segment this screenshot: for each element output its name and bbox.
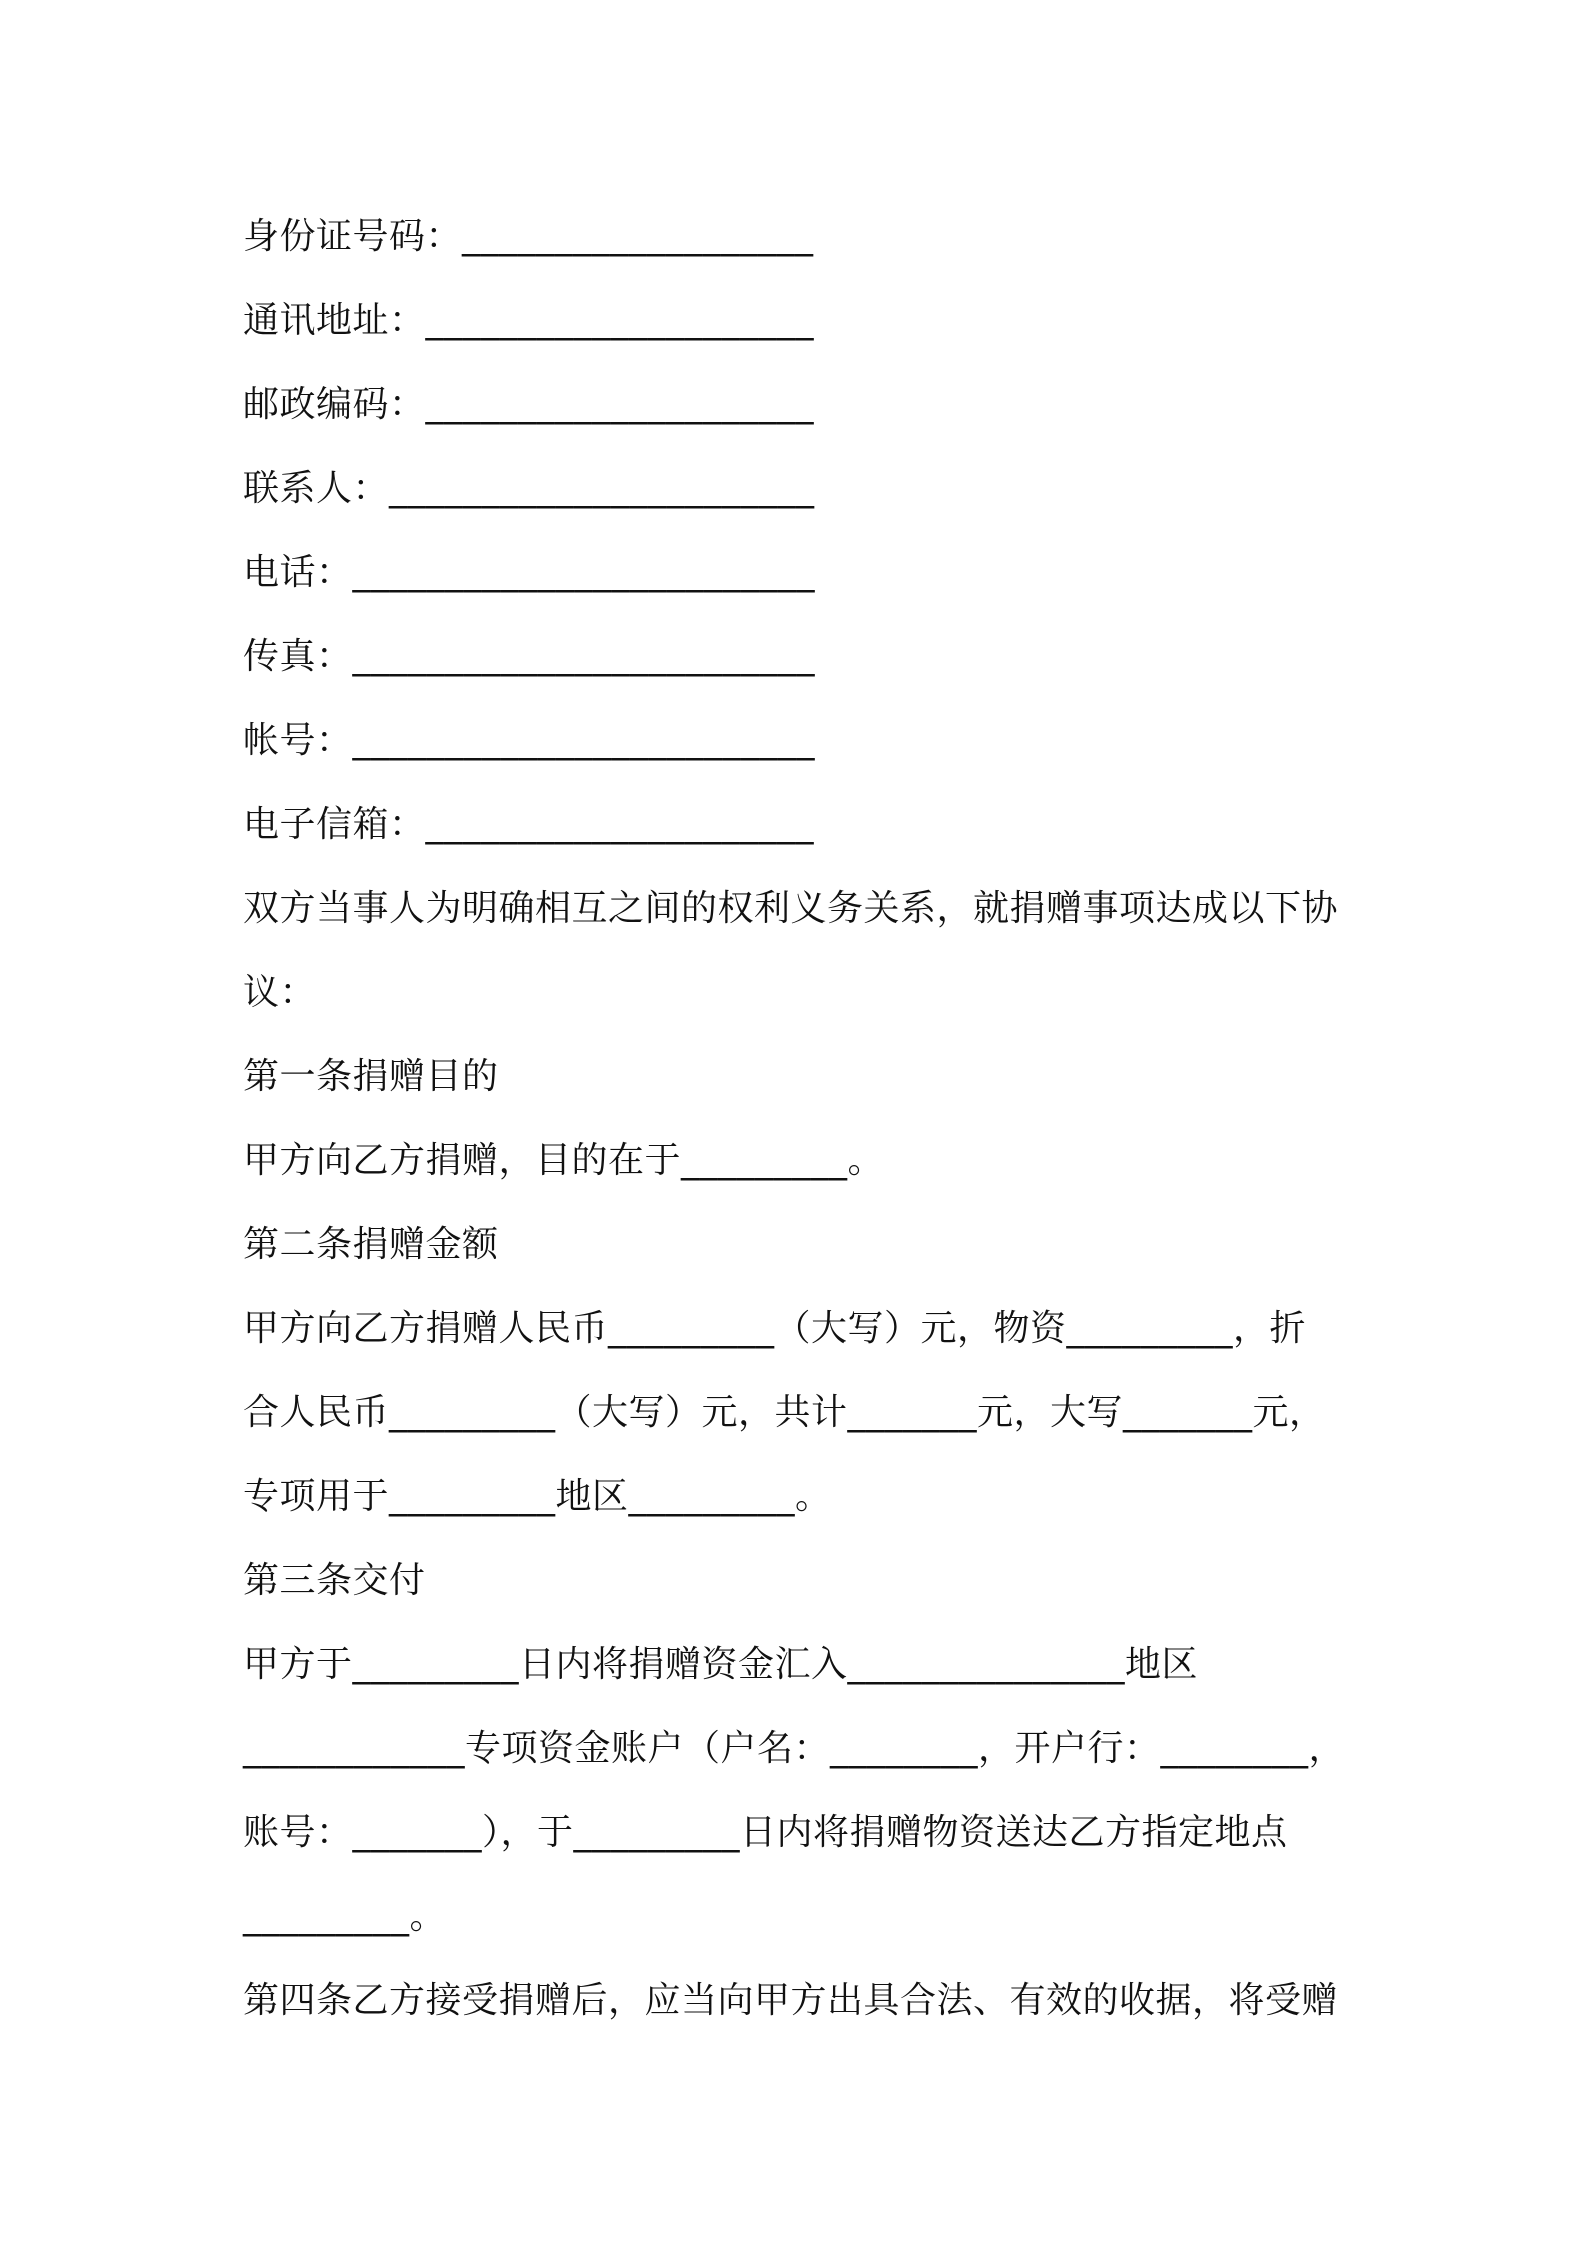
article-1-text: 甲方向乙方捐赠，目的在于_________。 xyxy=(243,1140,885,1181)
document-body xyxy=(243,195,1363,2043)
article-2-text-line-1: 甲方向乙方捐赠人民币_________（大写）元，物资_________，折 xyxy=(243,1308,1307,1349)
article-4-text-line-1: 第四条乙方接受捐赠后，应当向甲方出具合法、有效的收据，将受赠 xyxy=(243,1980,1339,2021)
article-3-text-line-1: 甲方于_________日内将捐赠资金汇入_______________地区 xyxy=(243,1644,1199,1685)
id-number-line: 身份证号码：___________________ xyxy=(243,216,814,257)
agreement-intro-line-2: 议： xyxy=(243,972,317,1013)
fax-line: 传真：_________________________ xyxy=(243,636,816,677)
contact-person-line: 联系人：_______________________ xyxy=(243,468,815,509)
article-1-heading: 第一条捐赠目的 xyxy=(243,1056,499,1097)
phone-line: 电话：_________________________ xyxy=(243,552,816,593)
article-2-text-line-3: 专项用于_________地区_________。 xyxy=(243,1476,832,1517)
account-line: 帐号：_________________________ xyxy=(243,720,816,761)
agreement-intro-line-1: 双方当事人为明确相互之间的权利义务关系，就捐赠事项达成以下协 xyxy=(243,888,1339,929)
article-2-heading: 第二条捐赠金额 xyxy=(243,1224,499,1265)
article-3-text-line-3: 账号：_______），于_________日内将捐赠物资送达乙方指定地点 xyxy=(243,1812,1288,1853)
postal-code-line: 邮政编码：_____________________ xyxy=(243,384,815,425)
article-3-text-line-2: ____________专项资金账户（户名：________，开户行：________， xyxy=(243,1728,1346,1769)
article-3-text-line-4: _________。 xyxy=(243,1896,447,1937)
article-2-text-line-2: 合人民币_________（大写）元，共计_______元，大写_______元， xyxy=(243,1392,1326,1433)
address-line: 通讯地址：_____________________ xyxy=(243,300,815,341)
article-3-heading: 第三条交付 xyxy=(243,1560,426,1601)
email-line: 电子信箱：_____________________ xyxy=(243,804,815,845)
